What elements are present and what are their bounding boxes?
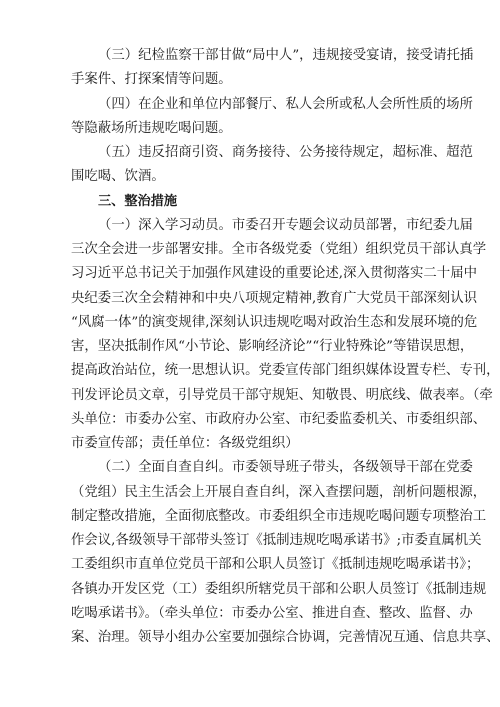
text-line: （党组）民主生活会上开展自查自纠，深入查摆问题，剖析问题根源， — [71, 484, 487, 500]
text-line: 手案件、打探案情等问题。 — [71, 72, 232, 88]
section-heading: 三、整治措施 — [98, 193, 178, 209]
text-line: 提高政治站位，统一思想认识。党委宣传部门组织媒体设置专栏、专刊， — [71, 363, 500, 379]
text-line: （一）深入学习动员。市委召开专题会议动员部署，市纪委九届 — [98, 217, 473, 233]
document-page — [71, 44, 500, 650]
text-line: 刊发评论员文章，引导党员干部守规矩、知敬畏、明底线、做表率。（牵 — [71, 387, 493, 403]
text-line: （二）全面自查自纠。市委领导班子带头，各级领导干部在党委 — [98, 460, 473, 476]
text-line: 害，坚决抵制作风“小节论、影响经济论”“行业特殊论”等错误思想， — [71, 339, 474, 354]
text-line: （四）在企业和单位内部餐厅、私人会所或私人会所性质的场所 — [98, 96, 473, 112]
text-line: 各镇办开发区党（工）委组织所辖党员干部和公职人员签订《抵制违规 — [71, 581, 487, 597]
text-line: 央纪委三次全会精神和中央八项规定精神,教育广大党员干部深刻认识 — [71, 290, 477, 306]
text-line: 三次全会进一步部署安排。全市各级党委（党组）组织党员干部认真学 — [71, 242, 487, 257]
text-line: 工委组织市直单位党员干部和公职人员签订《抵制违规吃喝承诺书》； — [71, 557, 480, 573]
text-line: 案、治理。领导小组办公室要加强综合协调，完善情况互通、信息共享、 — [71, 630, 500, 645]
text-line: （五）违反招商引资、商务接待、公务接待规定，超标准、超范 — [98, 145, 473, 160]
text-line: （三）纪检监察干部甘做“局中人”，违规接受宴请，接受请托插 — [98, 48, 474, 63]
text-line: 围吃喝、饮酒。 — [71, 169, 165, 185]
text-line: “风腐一体”的演变规律,深刻认识违规吃喝对政治生态和发展环境的危 — [71, 314, 478, 330]
text-line: 等隐蔽场所违规吃喝问题。 — [71, 120, 232, 136]
text-line: 制定整改措施，全面彻底整改。市委组织全市违规吃喝问题专项整治工 — [71, 508, 487, 524]
text-line: 市委宣传部；责任单位：各级党组织） — [71, 436, 299, 451]
text-line: 吃喝承诺书》。（牵头单位：市委办公室、推进自查、整改、监督、办 — [71, 605, 473, 621]
text-line: 头单位：市委办公室、市政府办公室、市纪委监委机关、市委组织部、 — [71, 411, 487, 427]
text-line: 习习近平总书记关于加强作风建设的重要论述,深入贯彻落实二十届中 — [71, 266, 477, 282]
text-line: 作会议,各级领导干部带头签订《抵制违规吃喝承诺书》;市委直属机关 — [71, 533, 482, 548]
